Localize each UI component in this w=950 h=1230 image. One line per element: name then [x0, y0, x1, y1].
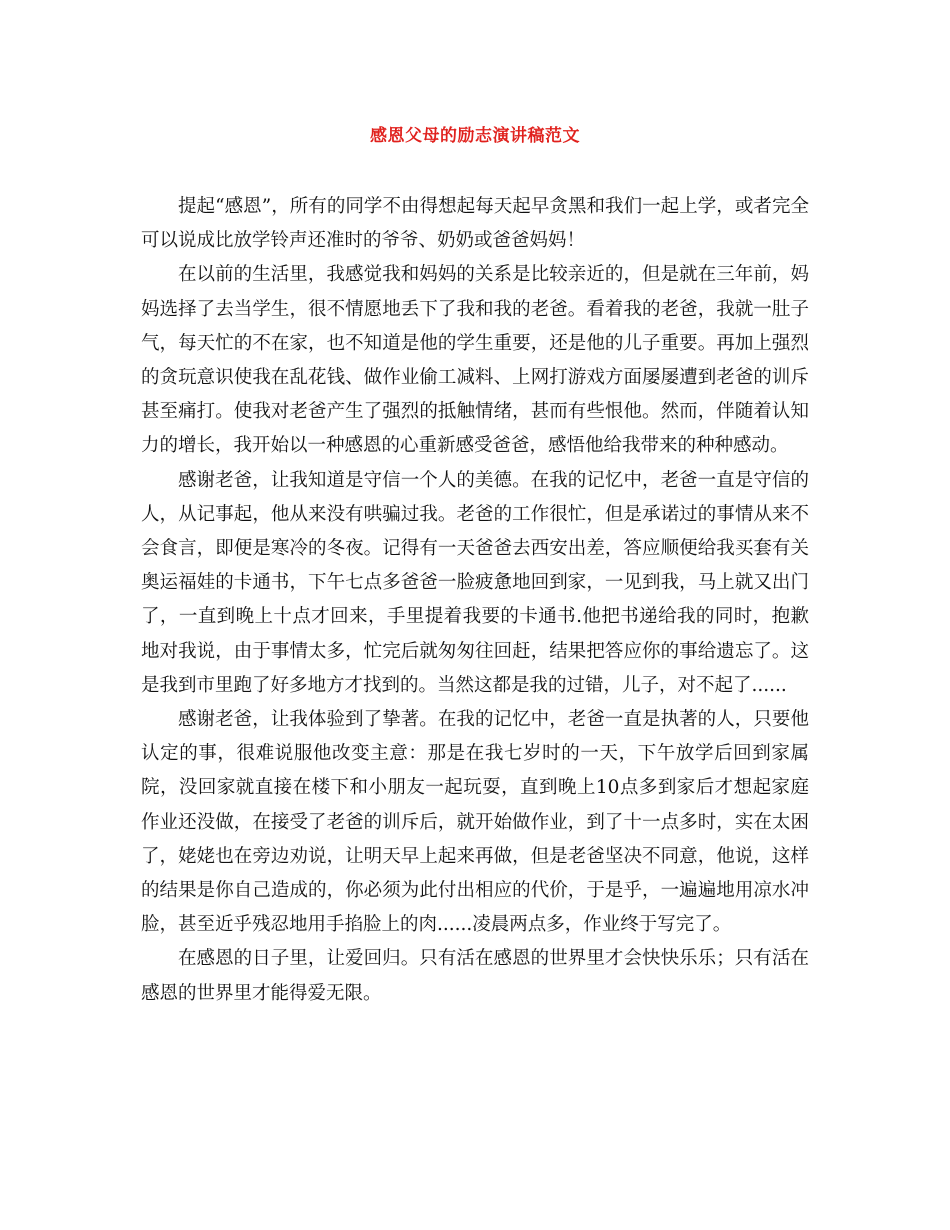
- paragraph: 感谢老爸，让我体验到了挚著。在我的记忆中，老爸一直是执著的人，只要他认定的事，很难说服他改变主意：那是在我七岁时的一天，下午放学后回到家属院，没回家就直接在楼下和小朋友一起玩耍，直到晚上10点多到家后才想起家庭作业还没做，在接受了老爸的训斥后，就开始做作业，到了十一点多时，实在太困了，姥姥也在旁边劝说，让明天早上起来再做，但是老爸坚决不同意，他说，这样的结果是你自己造成的，你必须为此付出相应的代价，于是乎，一遍遍地用凉水冲脸，甚至近乎残忍地用手掐脸上的肉......凌晨两点多，作业终于写完了。: [141, 709, 809, 936]
- paragraph: 提起“感恩”，所有的同学不由得想起每天起早贪黑和我们一起上学，或者完全可以说成比放学铃声还准时的爷爷、奶奶或爸爸妈妈！: [141, 196, 809, 252]
- paragraph: 在以前的生活里，我感觉我和妈妈的关系是比较亲近的，但是就在三年前，妈妈选择了去当学生，很不情愿地丢下了我和我的老爸。看着我的老爸，我就一肚子气，每天忙的不在家，也不知道是他的学生重要，还是他的儿子重要。再加上强烈的贪玩意识使我在乱花钱、做作业偷工减料、上网打游戏方面屡屡遭到老爸的训斥甚至痛打。使我对老爸产生了强烈的抵触情绪，甚而有些恨他。然而，伴随着认知力的增长，我开始以一种感恩的心重新感受爸爸，感悟他给我带来的种种感动。: [141, 264, 809, 457]
- paragraph: 在感恩的日子里，让爱回归。只有活在感恩的世界里才会快快乐乐；只有活在感恩的世界里才能得爱无限。: [141, 948, 809, 1004]
- document-body: [141, 190, 809, 1011]
- document-title: 感恩父母的励志演讲稿范文: [370, 126, 580, 146]
- paragraph: 感谢老爸，让我知道是守信一个人的美德。在我的记忆中，老爸一直是守信的人，从记事起，他从来没有哄骗过我。老爸的工作很忙，但是承诺过的事情从来不会食言，即便是寒冷的冬夜。记得有一天爸爸去西安出差，答应顺便给我买套有关奥运福娃的卡通书，下午七点多爸爸一脸疲惫地回到家，一见到我，马上就又出门了，一直到晚上十点才回来，手里提着我要的卡通书.他把书递给我的同时，抱歉地对我说，由于事情太多，忙完后就匆匆往回赶，结果把答应你的事给遗忘了。这是我到市里跑了好多地方才找到的。当然这都是我的过错，儿子，对不起了......: [141, 469, 809, 696]
